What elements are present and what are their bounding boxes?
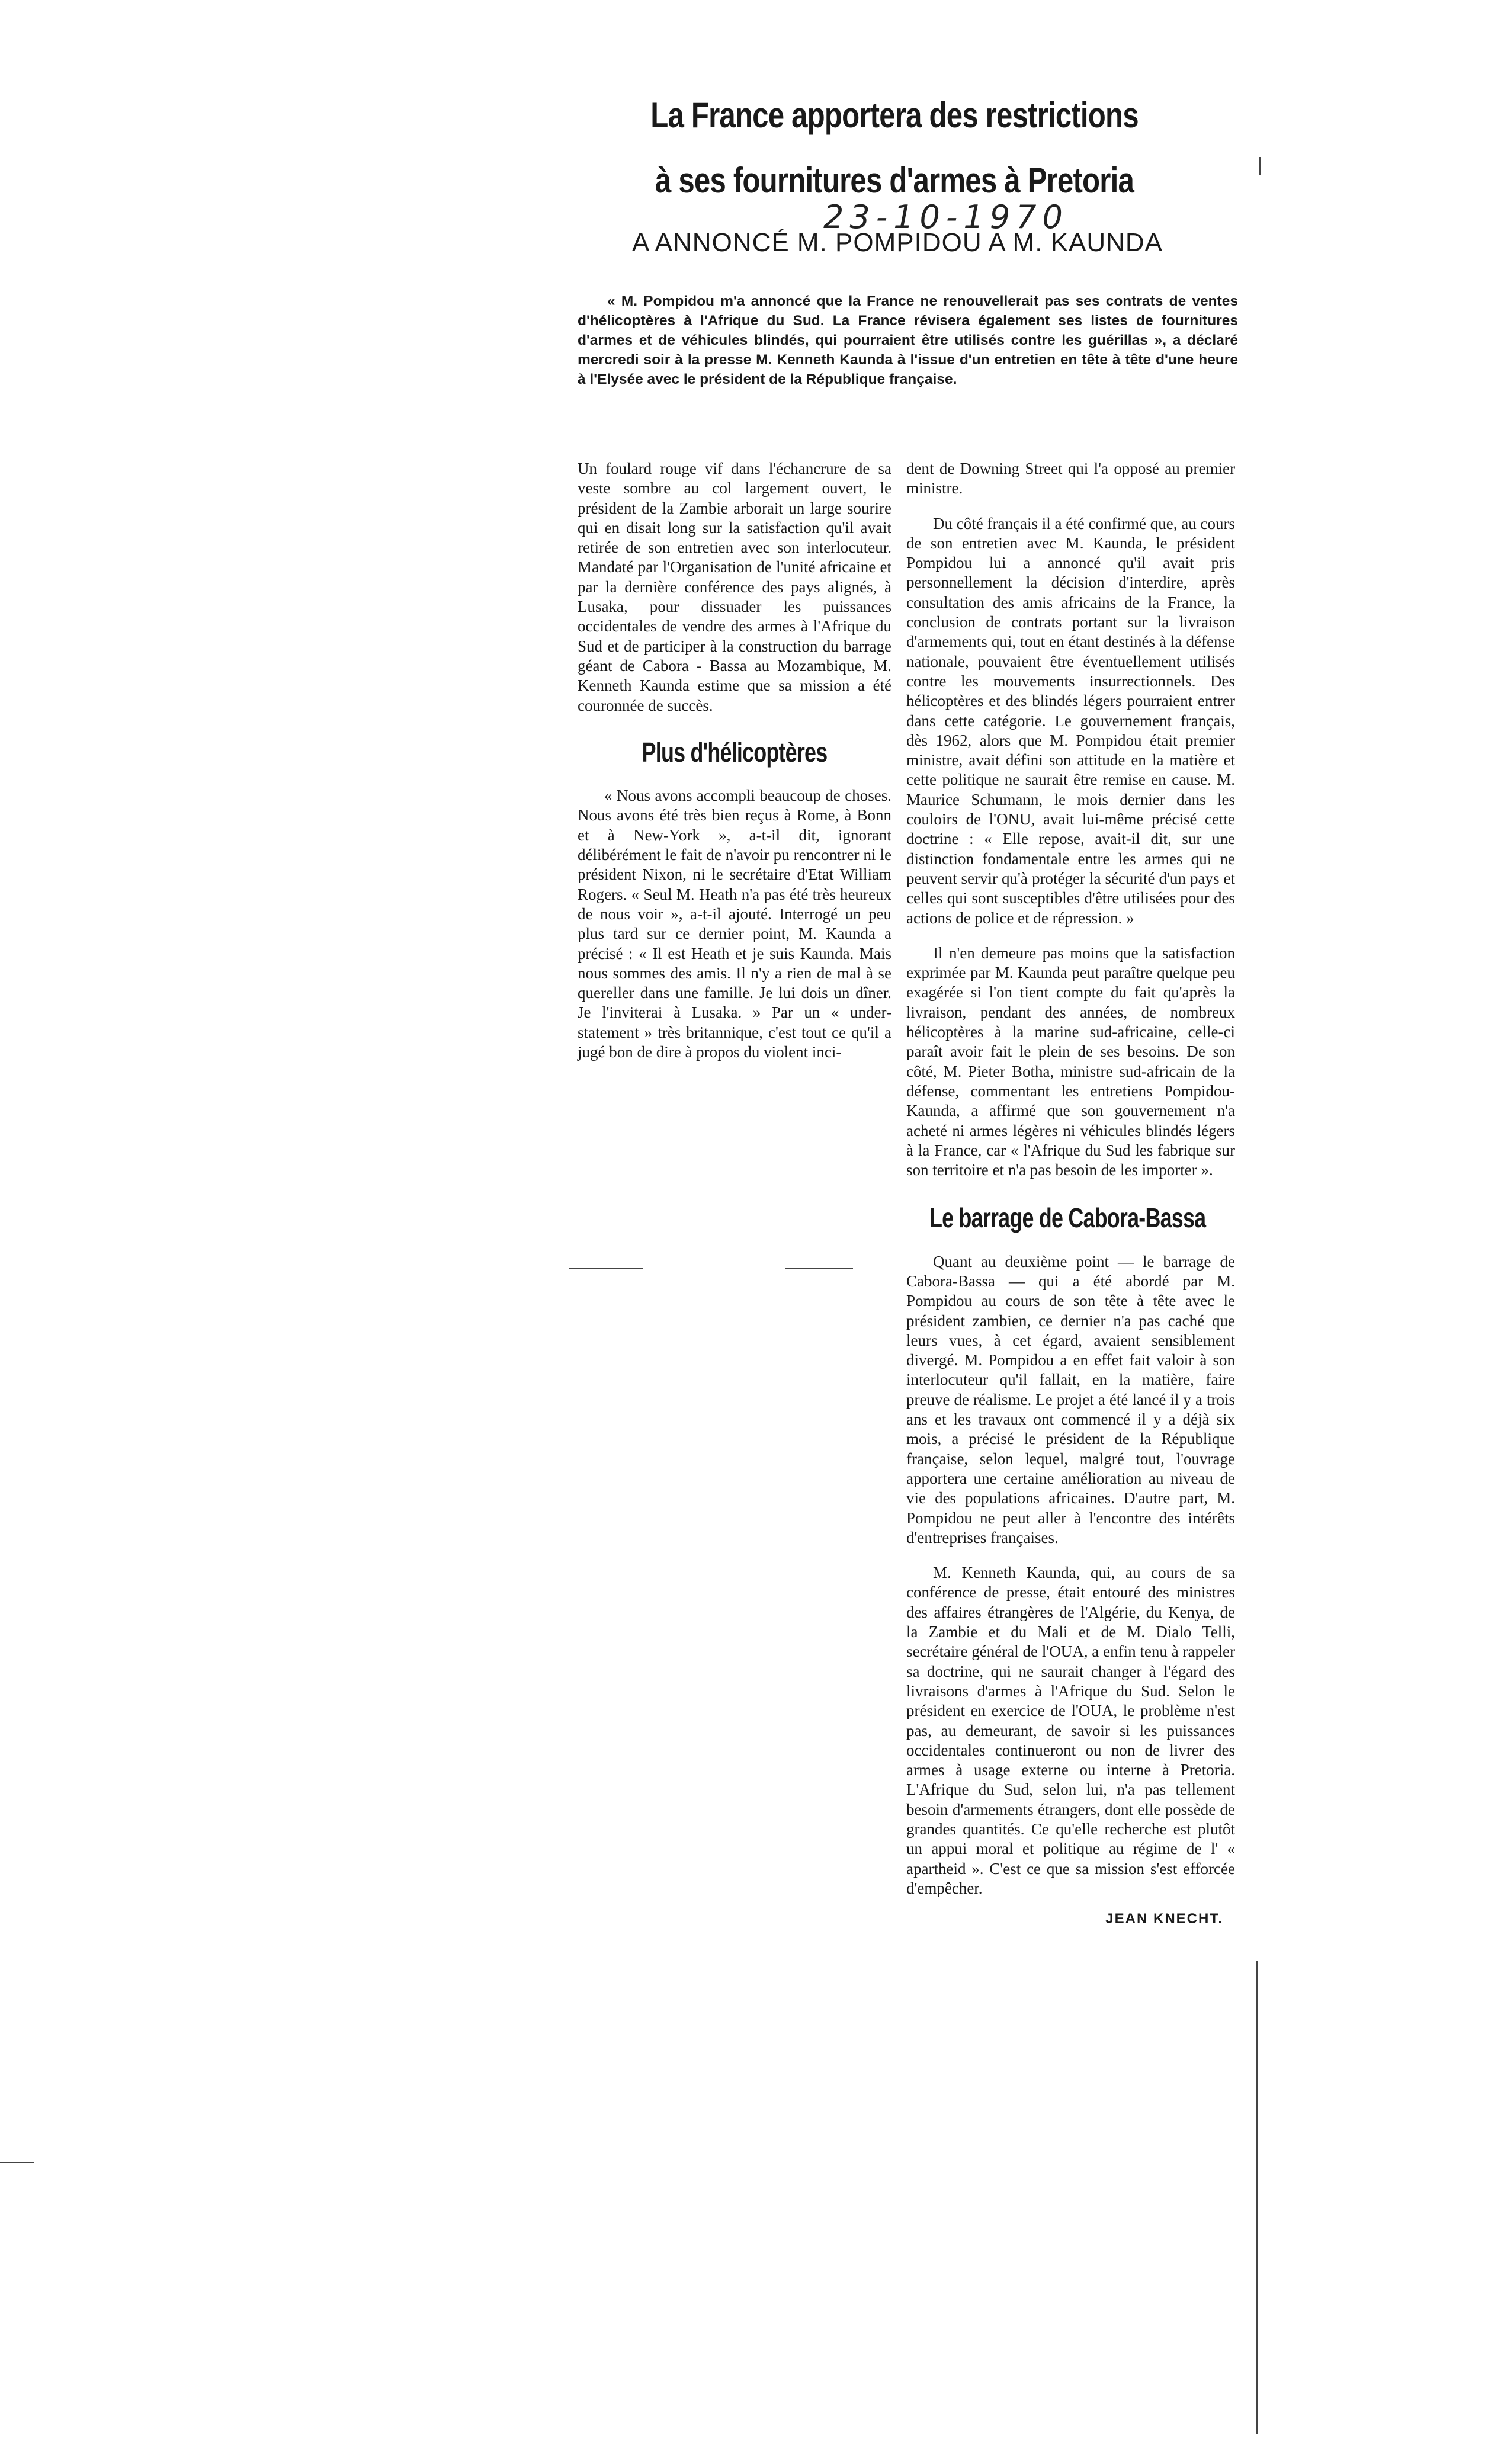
article-column-1 <box>578 459 891 1062</box>
lede-paragraph: « M. Pompidou m'a annoncé que la France ne renouvellerait pas ses contrats de ventes d'hélicoptères à l'Afrique du Sud. La France révisera également ses listes de fournitures d'armes et de véhicules blindés, qui pourraient être utilisés contre les guérillas », a déclaré mercredi soir à la presse M. Kenneth Kaunda à l'issue d'un entretien en tête à tête d'une heure à l'Elysée avec le président de la République française. <box>578 293 1238 387</box>
subheadline: A ANNONCÉ M. POMPIDOU A M. KAUNDA <box>631 228 1163 257</box>
article-column-2 <box>906 459 1235 1929</box>
column-2-paragraph-1: dent de Downing Street qui l'a opposé au premier ministre. <box>906 460 1235 498</box>
column-2-paragraph-2: Du côté français il a été confirmé que, au cours de son entretien avec M. Kaunda, le président Pompidou lui a annoncé qu'il avait pris personnellement la décision d'interdire, après consultation des amis africains de la France, la conclusion de contrats portant sur la livraison d'armements qui, tout en étant destinés à la défense nationale, pouvaient être éventuellement utilisés contre les mouvements insurrectionnels. Des hélicoptères et des blindés légers pourraient entrer dans cette catégorie. Le gouvernement français, dès 1962, alors que M. Pompidou était premier ministre, avait défini son attitude en la matière et cette politique ne saurait être remise en cause. M. Maurice Schumann, le mois dernier dans les couloirs de l'ONU, avait lui-même précisé cette doctrine : « Elle repose, avait-il dit, sur une distinction fondamentale entre les armes qui ne peuvent servir qu'à protéger la sécurité d'un pays et celles qui sont susceptibles d'être utilisées pour des actions de police et de répression. » <box>906 514 1235 927</box>
column-2-paragraph-5: M. Kenneth Kaunda, qui, au cours de sa conférence de presse, était entouré des ministres des affaires étrangères de l'Algérie, du Kenya, de la Zambie et du Mali et de M. Dialo Telli, secrétaire général de l'OUA, a enfin tenu à rappeler sa doctrine, qui ne saurait changer à l'égard des livraisons d'armes à l'Afrique du Sud. Selon le président en exercice de l'OUA, le problème n'est pas, au demeurant, de savoir si les puissances occidentales continueront ou non de livrer des armes à usage externe ou interne à Pretoria. L'Afrique du Sud, selon lui, n'a pas tellement besoin d'armements étrangers, dont elle possède de grandes quantités. Ce qu'elle recherche est plutôt un appui moral et politique au régime de l' « apartheid ». C'est ce que sa mission s'est efforcée d'empêcher. <box>906 1564 1235 1897</box>
section-heading-helicopters: Plus d'hélicoptères <box>642 736 828 768</box>
section-heading-cabora-bassa: Le barrage de Cabora-Bassa <box>929 1202 1206 1234</box>
headline-line-2: à ses fournitures d'armes à Pretoria <box>655 161 1134 200</box>
headline-line-1: La France apportera des restrictions <box>650 95 1139 135</box>
clipping-edge-mark <box>0 2162 34 2163</box>
clipping-edge-mark-top <box>1259 157 1261 175</box>
column-1-paragraph-2: « Nous avons accompli beaucoup de choses. Nous avons été très bien reçus à Rome, à Bonn et à New-York », a-t-il dit, ignorant délibérément le fait de n'avoir pu rencontrer ni le président Nixon, ni le secrétaire d'Etat William Rogers. « Seul M. Heath n'a pas été très heureux de nous voir », a-t-il ajouté. Interrogé un peu plus tard sur ce dernier point, M. Kaunda a précisé : « Il est Heath et je suis Kaunda. Mais nous sommes des amis. Il n'y a rien de mal à se quereller dans une famille. Je lui dois un dîner. Je l'inviterai à Lusaka. » Par un « under-statement » très britannique, c'est tout ce qu'il a jugé bon de dire à propos du violent inci- <box>578 787 891 1061</box>
column-2-paragraph-4: Quant au deuxième point — le barrage de Cabora-Bassa — qui a été abordé par M. Pompidou au cours de son tête à tête avec le président zambien, ce dernier n'a pas caché que leurs vues, à cet égard, avaient sensiblement divergé. M. Pompidou a en effet fait valoir à son interlocuteur qu'il fallait, en la matière, faire preuve de réalisme. Le projet a été lancé il y a trois ans et les travaux ont commencé il y a déjà six mois, a précisé le président de la République française, selon lequel, malgré tout, l'ouvrage apportera une certaine amélioration au niveau de vie des populations africaines. D'autre part, M. Pompidou ne peut aller à l'encontre des intérêts d'entreprises françaises. <box>906 1252 1235 1547</box>
column-2-paragraph-3: Il n'en demeure pas moins que la satisfaction exprimée par M. Kaunda peut paraître quelque peu exagérée si l'on tient compte du fait qu'après la livraison, pendant des années, de nombreux hélicoptères à la marine sud-africaine, celle-ci paraît avoir fait le plein de ses besoins. De son côté, M. Pieter Botha, ministre sud-africain de la défense, commentant les entretiens Pompidou-Kaunda, a affirmé que son gouvernement n'a acheté ni armes légères ni véhicules blindés légers à la France, car « l'Afrique du Sud les fabrique sur son territoire et n'a pas besoin de les importer ». <box>906 944 1235 1179</box>
clipping-edge-line <box>1256 1961 1258 2434</box>
column-end-rule-right <box>785 1268 853 1269</box>
column-1-paragraph-1: Un foulard rouge vif dans l'échancrure de sa veste sombre au col largement ouvert, le président de la Zambie arborait un large sourire qui en disait long sur la satisfaction qu'il avait retirée de son entretien avec son interlocuteur. Mandaté par l'Organisation de l'unité africaine et par la dernière conférence des pays alignés, à Lusaka, pour dissuader les puissances occidentales de vendre des armes à l'Afrique du Sud et de participer à la construction du barrage géant de Cabora - Bassa au Mozambique, M. Kenneth Kaunda estime que sa mission a été couronnée de succès. <box>578 460 891 714</box>
column-end-rule-left <box>569 1268 643 1269</box>
handwritten-date: 23-10-1970 <box>823 198 1069 236</box>
author-signature: JEAN KNECHT. <box>1105 1911 1223 1927</box>
